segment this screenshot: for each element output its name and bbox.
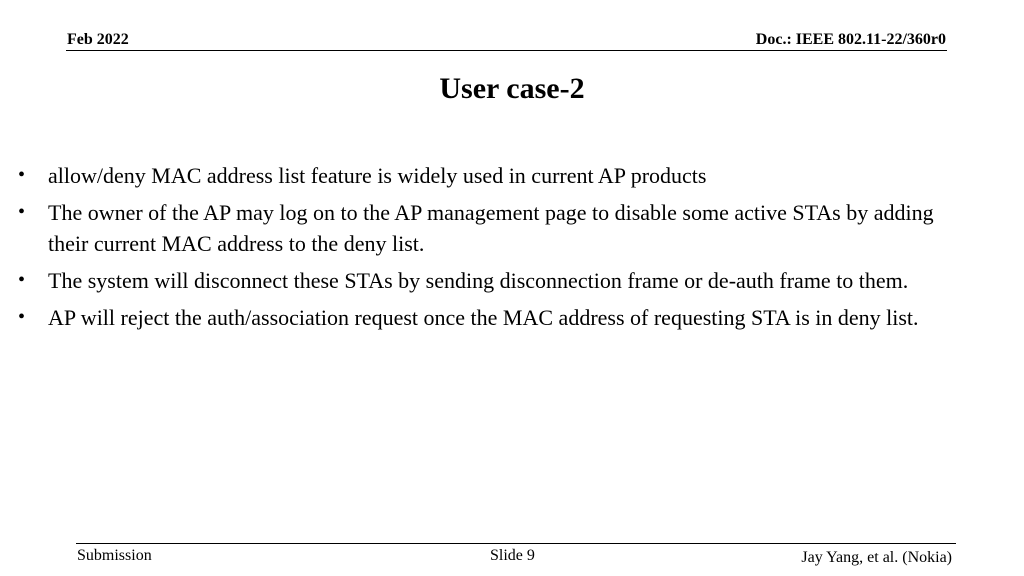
bullet-marker: • [18, 201, 26, 223]
header-divider [66, 50, 947, 51]
bullet-marker: • [18, 306, 26, 328]
slide-title: User case-2 [439, 72, 585, 105]
bullet-text: The owner of the AP may log on to the AP management page to disable some active STAs by adding their current MAC address to the deny list. [48, 200, 934, 256]
header-doc-id: Doc.: IEEE 802.11-22/360r0 [755, 31, 946, 48]
bullet-marker: • [18, 269, 26, 291]
footer-divider [76, 543, 956, 544]
bullet-item [18, 265, 938, 296]
footer-submission: Submission [77, 547, 152, 564]
bullet-item [18, 197, 938, 259]
bullet-text: AP will reject the auth/association request once the MAC address of requesting STA is in deny list. [48, 305, 919, 330]
header-date: Feb 2022 [67, 31, 129, 48]
footer-slide-number: Slide 9 [490, 547, 535, 564]
bullet-marker: • [18, 164, 26, 186]
bullet-list [18, 160, 938, 339]
bullet-text: The system will disconnect these STAs by sending disconnection frame or de-auth frame to them. [48, 268, 909, 293]
bullet-item [18, 302, 938, 333]
bullet-item [18, 160, 938, 191]
footer-authors: Jay Yang, et al. (Nokia) [801, 549, 952, 566]
bullet-text: allow/deny MAC address list feature is widely used in current AP products [48, 163, 707, 188]
